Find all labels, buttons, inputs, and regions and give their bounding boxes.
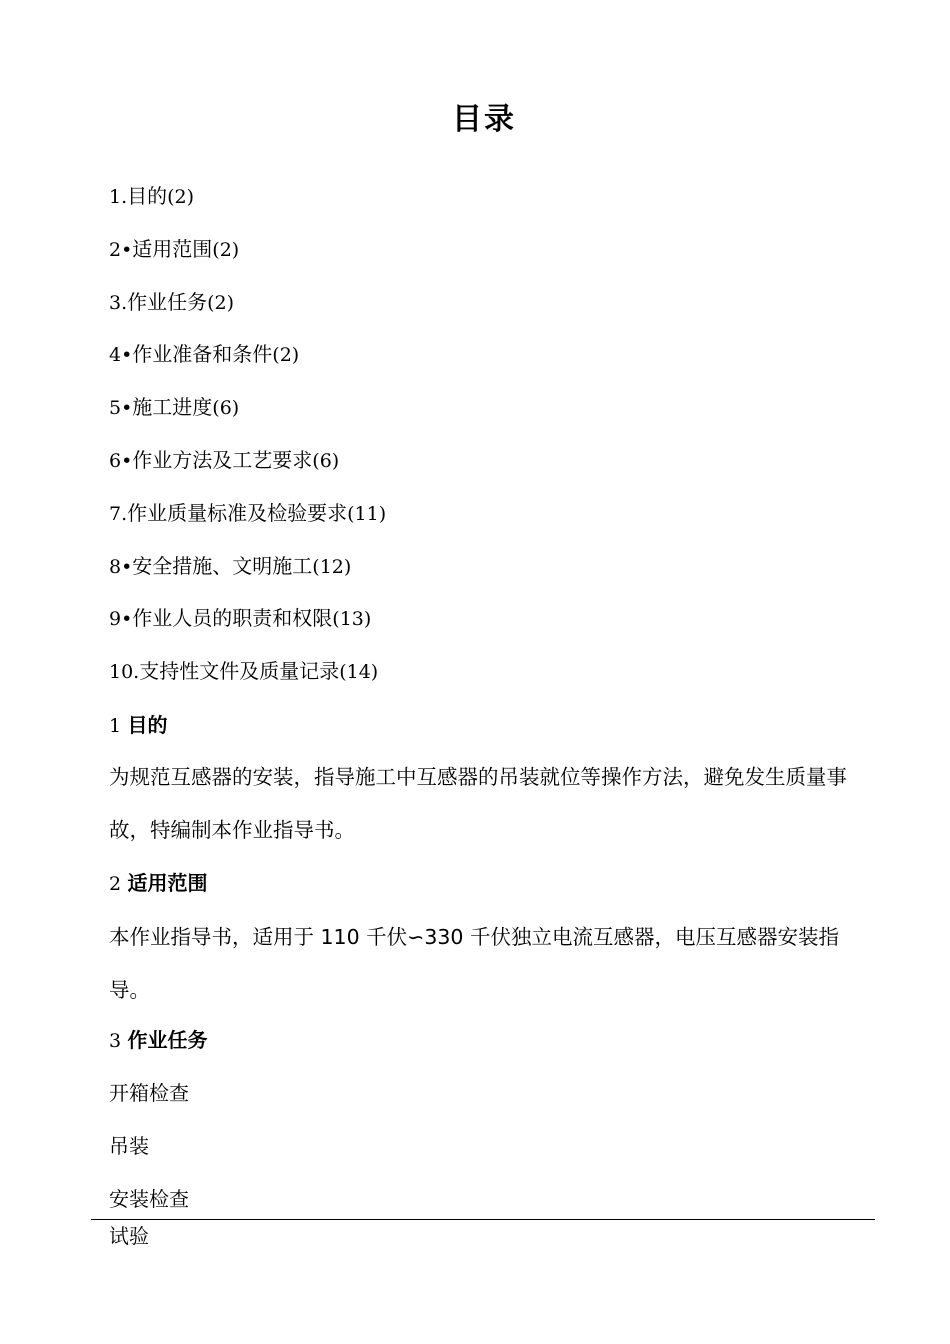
toc-entry-number: 4• — [109, 344, 133, 367]
toc-entry-text: 作业质量标准及检验要求 — [127, 500, 348, 525]
section-heading-tasks — [109, 1024, 207, 1057]
toc-entry-text: 支持性文件及质量记录 — [139, 659, 340, 684]
toc-entry-number: 1. — [109, 186, 128, 208]
section-body-purpose: 为规范互感器的安装，指导施工中互感器的吊装就位等操作方法，避免发生质量事故，特编制本作业指导书。 — [109, 765, 847, 842]
toc-entry-text: 作业任务 — [127, 289, 208, 314]
toc-entry-page: (14) — [339, 661, 379, 684]
toc-entry-number: 7. — [109, 502, 128, 525]
page-title: 目录 — [452, 102, 516, 137]
toc-entry-page: (6) — [312, 449, 340, 472]
toc-entry-text: 作业方法及工艺要求 — [132, 447, 313, 472]
toc-entry — [109, 444, 386, 497]
toc-entry-text: 作业人员的职责和权限 — [132, 606, 333, 631]
section-title: 作业任务 — [127, 1028, 208, 1052]
toc-entry-page: (2) — [167, 186, 195, 208]
toc-entry-text: 适用范围 — [132, 236, 213, 261]
toc-entry — [109, 286, 386, 339]
toc-entry — [109, 233, 386, 286]
toc-entry-number: 5• — [109, 397, 133, 420]
toc-entry-number: 6• — [109, 449, 133, 472]
toc-entry-text: 施工进度 — [132, 395, 213, 420]
toc-entry-page: (12) — [312, 555, 352, 578]
toc-entry-text: 目的 — [127, 184, 168, 208]
toc-entry — [109, 497, 386, 550]
toc-entry-page: (11) — [347, 502, 387, 525]
table-of-contents — [109, 180, 386, 708]
toc-entry-text: 作业准备和条件 — [132, 342, 273, 367]
page-footer-rule — [91, 1219, 875, 1220]
toc-entry-page: (2) — [272, 344, 300, 367]
toc-entry-page: (2) — [212, 238, 240, 261]
toc-entry-text: 安全措施、文明施工 — [132, 553, 313, 578]
toc-entry-page: (2) — [207, 291, 235, 314]
toc-entry-number: 10. — [109, 661, 140, 684]
section-title: 适用范围 — [127, 871, 208, 895]
section-number: 3 — [109, 1030, 122, 1052]
section-heading-scope — [109, 867, 207, 900]
toc-entry — [109, 180, 386, 233]
task-item: 安装检查 — [109, 1187, 189, 1211]
toc-entry-number: 2• — [109, 238, 133, 261]
section-title: 目的 — [127, 713, 168, 737]
toc-entry — [109, 391, 386, 444]
toc-entry-page: (6) — [212, 397, 240, 420]
toc-entry-number: 3. — [109, 291, 128, 314]
toc-entry — [109, 338, 386, 391]
task-item: 试验 — [109, 1224, 149, 1248]
toc-entry — [109, 602, 386, 655]
toc-entry-number: 9• — [109, 608, 133, 631]
section-number: 1 — [109, 715, 122, 737]
toc-entry — [109, 550, 386, 603]
toc-entry-page: (13) — [332, 608, 372, 631]
section-heading-purpose — [109, 709, 167, 742]
section-body-scope: 本作业指导书，适用于 110 千伏∽330 千伏独立电流互感器，电压互感器安装指导。 — [109, 925, 839, 1002]
task-item: 开箱检查 — [109, 1081, 189, 1105]
section-number: 2 — [109, 873, 122, 895]
toc-entry — [109, 655, 386, 708]
task-item: 吊装 — [109, 1134, 149, 1158]
toc-entry-number: 8• — [109, 555, 133, 578]
